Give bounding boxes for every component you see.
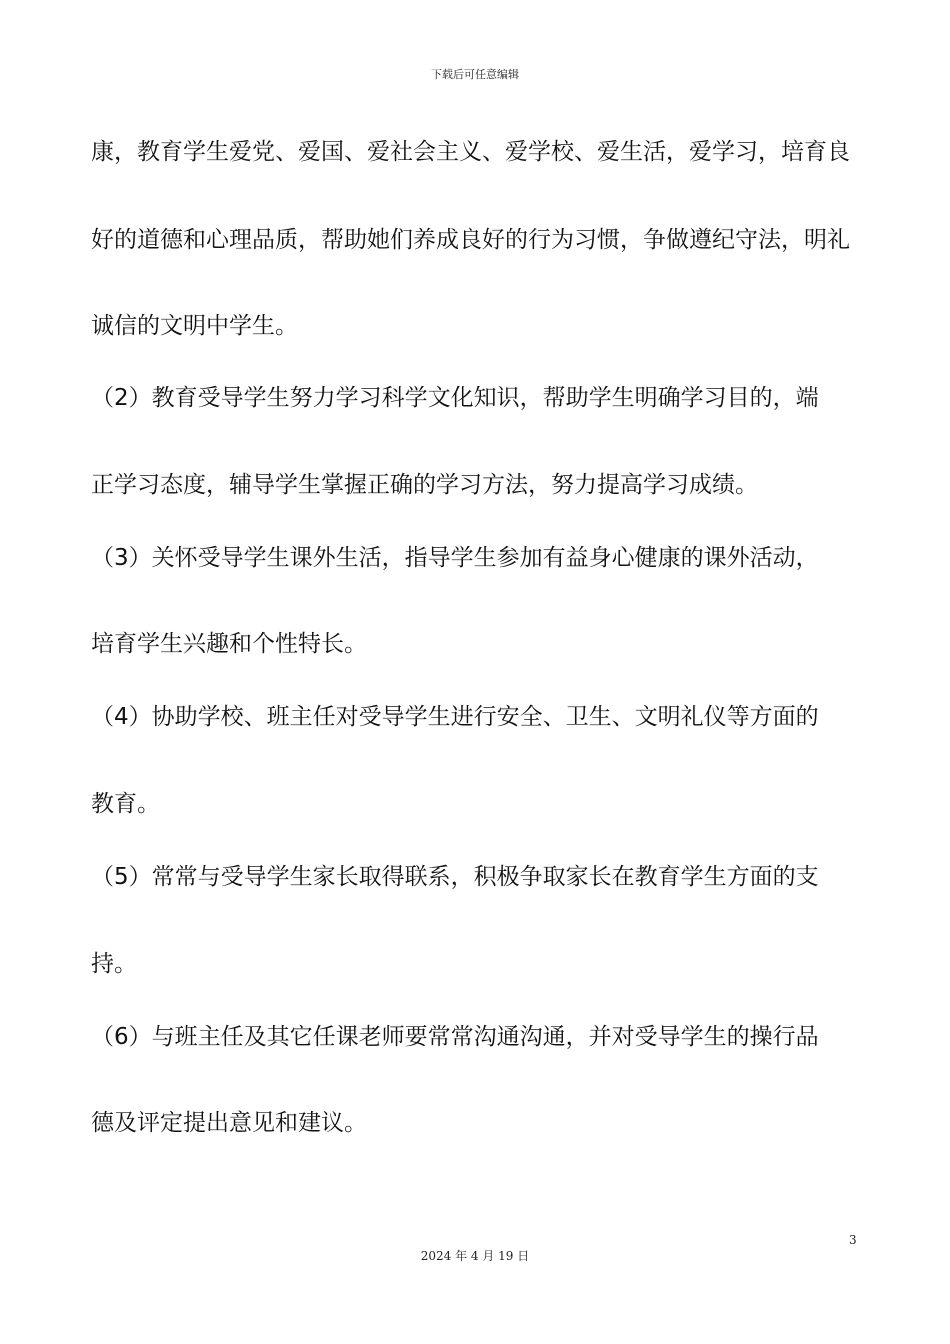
page-number: 3 [849,1233,857,1247]
body-line: 正学习态度，辅导学生掌握正确的学习方法，努力提高学习成绩。 [91,472,758,498]
body-line: 德及评定提出意见和建议。 [91,1110,367,1136]
body-line: 好的道德和心理品质，帮助她们养成良好的行为习惯，争做遵纪守法，明礼 [91,227,850,253]
body-line: 培育学生兴趣和个性特长。 [91,631,367,657]
footer-date: 2024 年 4 月 19 日 [420,1249,530,1263]
body-line: 持。 [91,951,137,977]
paragraph-3-line-1: （3）关怀受导学生课外生活，指导学生参加有益身心健康的课外活动， [91,545,819,571]
body-line: 诚信的文明中学生。 [91,313,298,339]
paragraph-6-line-1: （6）与班主任及其它任课老师要常常沟通沟通，并对受导学生的操行品 [91,1024,819,1050]
paragraph-2-line-1: （2）教育受导学生努力学习科学文化知识，帮助学生明确学习目的，端 [91,385,819,411]
page-header: 下载后可任意编辑 [431,68,519,81]
body-line: 康，教育学生爱党、爱国、爱社会主义、爱学校、爱生活，爱学习，培育良 [91,139,850,165]
paragraph-5-line-1: （5）常常与受导学生家长取得联系，积极争取家长在教育学生方面的支 [91,864,819,890]
body-line: 教育。 [91,791,160,817]
paragraph-4-line-1: （4）协助学校、班主任对受导学生进行安全、卫生、文明礼仪等方面的 [91,704,819,730]
